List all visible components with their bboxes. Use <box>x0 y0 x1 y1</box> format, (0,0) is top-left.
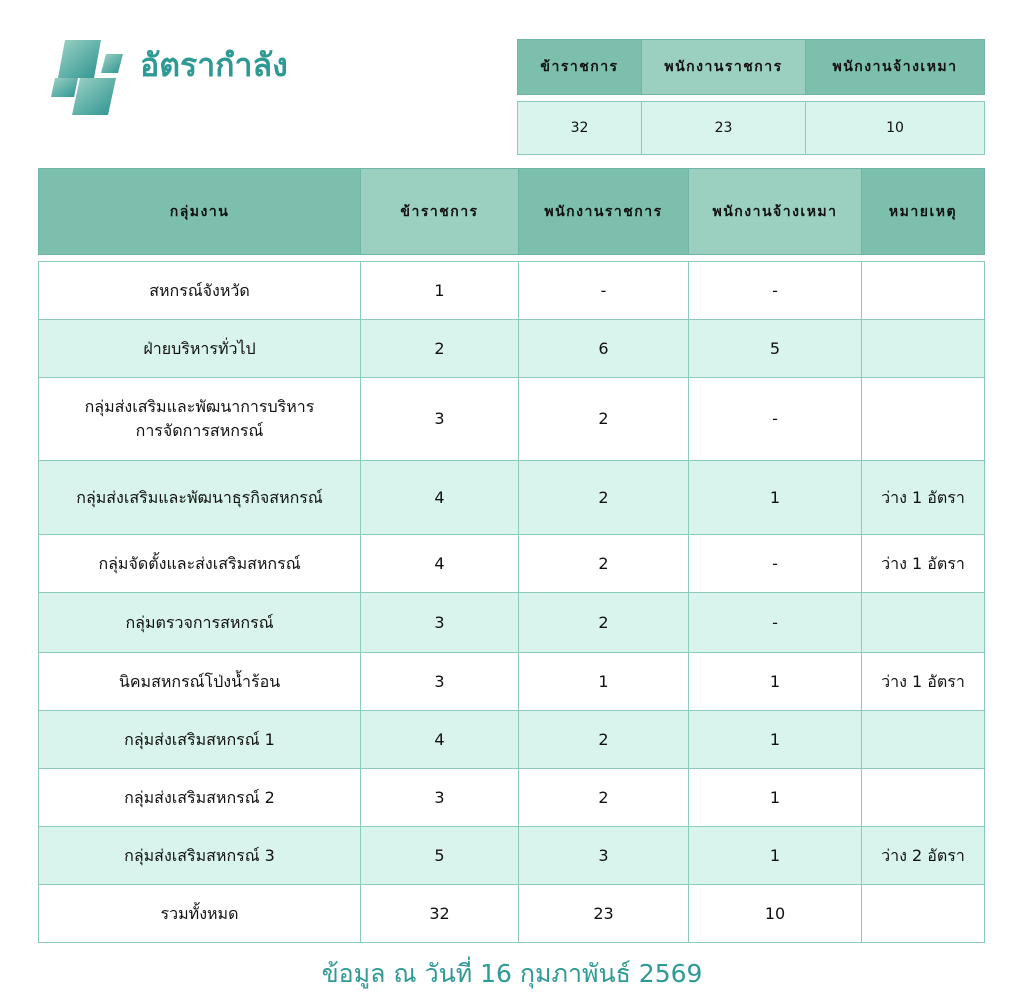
contract-cell: - <box>689 378 862 461</box>
remark-cell <box>862 885 985 943</box>
summary-header: พนักงานราชการ <box>642 40 806 95</box>
contract-cell: 1 <box>689 769 862 827</box>
group-cell: นิคมสหกรณ์โป่งน้ำร้อน <box>39 653 361 711</box>
table-row <box>39 885 985 943</box>
group-cell: กลุ่มส่งเสริมสหกรณ์ 2 <box>39 769 361 827</box>
remark-cell: ว่าง 2 อัตรา <box>862 827 985 885</box>
table-row <box>39 262 985 320</box>
logo-icon <box>50 38 125 116</box>
contract-cell: - <box>689 262 862 320</box>
group-cell: กลุ่มตรวจการสหกรณ์ <box>39 593 361 653</box>
gov-employee-cell: 2 <box>519 769 689 827</box>
column-header: หมายเหตุ <box>862 169 985 255</box>
gov-employee-cell: 2 <box>519 711 689 769</box>
column-header: ข้าราชการ <box>361 169 519 255</box>
civil-servant-cell: 3 <box>361 378 519 461</box>
gov-employee-cell: 2 <box>519 461 689 535</box>
table-row <box>39 711 985 769</box>
column-header: กลุ่มงาน <box>39 169 361 255</box>
gov-employee-cell: 6 <box>519 320 689 378</box>
civil-servant-cell: 1 <box>361 262 519 320</box>
civil-servant-cell: 32 <box>361 885 519 943</box>
group-cell: กลุ่มส่งเสริมและพัฒนาธุรกิจสหกรณ์ <box>39 461 361 535</box>
group-cell: ฝ่ายบริหารทั่วไป <box>39 320 361 378</box>
table-row <box>39 827 985 885</box>
column-header: พนักงานราชการ <box>519 169 689 255</box>
table-row <box>39 769 985 827</box>
gov-employee-cell: - <box>519 262 689 320</box>
summary-table <box>517 39 985 155</box>
civil-servant-cell: 4 <box>361 711 519 769</box>
summary-header: ข้าราชการ <box>518 40 642 95</box>
gov-employee-cell: 2 <box>519 593 689 653</box>
contract-cell: 1 <box>689 827 862 885</box>
civil-servant-cell: 5 <box>361 827 519 885</box>
gov-employee-cell: 1 <box>519 653 689 711</box>
remark-cell <box>862 262 985 320</box>
gov-employee-cell: 2 <box>519 535 689 593</box>
group-cell: สหกรณ์จังหวัด <box>39 262 361 320</box>
group-cell: กลุ่มส่งเสริมและพัฒนาการบริหาร การจัดการสหกรณ์ <box>39 378 361 461</box>
remark-cell <box>862 769 985 827</box>
table-row <box>39 653 985 711</box>
group-cell: กลุ่มส่งเสริมสหกรณ์ 1 <box>39 711 361 769</box>
civil-servant-cell: 4 <box>361 535 519 593</box>
contract-cell: 5 <box>689 320 862 378</box>
civil-servant-cell: 3 <box>361 769 519 827</box>
contract-cell: - <box>689 593 862 653</box>
civil-servant-cell: 2 <box>361 320 519 378</box>
staff-table <box>38 168 985 943</box>
summary-header: พนักงานจ้างเหมา <box>806 40 985 95</box>
civil-servant-cell: 3 <box>361 653 519 711</box>
remark-cell: ว่าง 1 อัตรา <box>862 535 985 593</box>
contract-cell: 1 <box>689 711 862 769</box>
remark-cell: ว่าง 1 อัตรา <box>862 461 985 535</box>
page-title: อัตรากำลัง <box>140 46 288 84</box>
data-date-note: ข้อมูล ณ วันที่ 16 กุมภาพันธ์ 2569 <box>321 959 703 988</box>
contract-cell: 1 <box>689 653 862 711</box>
table-row <box>39 535 985 593</box>
remark-cell <box>862 320 985 378</box>
civil-servant-cell: 3 <box>361 593 519 653</box>
gov-employee-cell: 23 <box>519 885 689 943</box>
summary-value: 10 <box>806 102 985 155</box>
column-header: พนักงานจ้างเหมา <box>689 169 862 255</box>
summary-value: 23 <box>642 102 806 155</box>
group-cell: กลุ่มส่งเสริมสหกรณ์ 3 <box>39 827 361 885</box>
table-row <box>39 320 985 378</box>
table-row <box>39 593 985 653</box>
contract-cell: - <box>689 535 862 593</box>
remark-cell <box>862 593 985 653</box>
remark-cell <box>862 711 985 769</box>
gov-employee-cell: 3 <box>519 827 689 885</box>
group-cell: กลุ่มจัดตั้งและส่งเสริมสหกรณ์ <box>39 535 361 593</box>
group-cell: รวมทั้งหมด <box>39 885 361 943</box>
table-row <box>39 378 985 461</box>
gov-employee-cell: 2 <box>519 378 689 461</box>
summary-value: 32 <box>518 102 642 155</box>
contract-cell: 10 <box>689 885 862 943</box>
table-row <box>39 461 985 535</box>
civil-servant-cell: 4 <box>361 461 519 535</box>
remark-cell <box>862 378 985 461</box>
contract-cell: 1 <box>689 461 862 535</box>
remark-cell: ว่าง 1 อัตรา <box>862 653 985 711</box>
